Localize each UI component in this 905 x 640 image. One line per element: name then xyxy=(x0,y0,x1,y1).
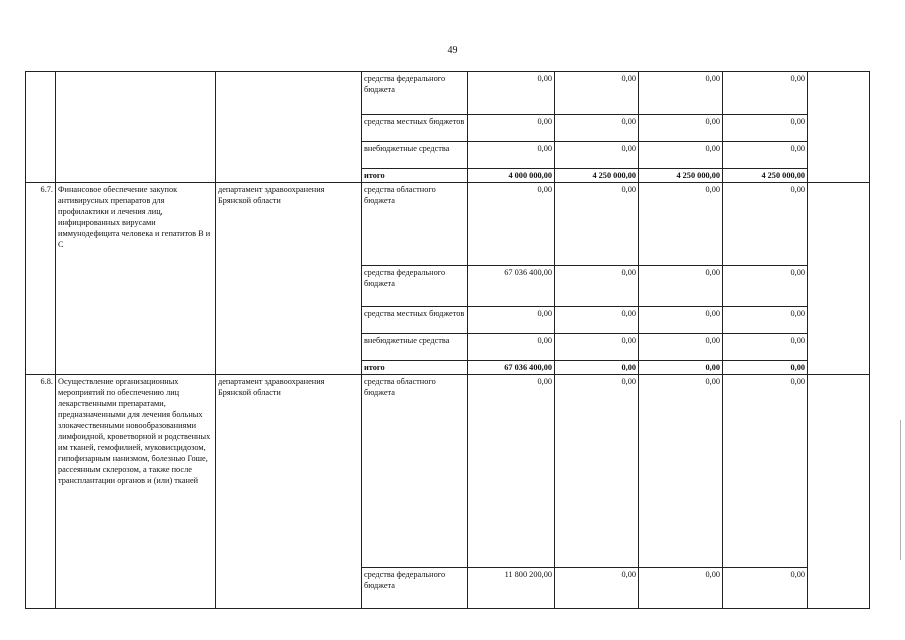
amount-cell: 0,00 xyxy=(723,183,808,266)
amount-cell: 0,00 xyxy=(639,72,723,115)
amount-cell: 0,00 xyxy=(723,568,808,609)
amount-cell: 0,00 xyxy=(468,375,555,568)
amount-cell: 0,00 xyxy=(723,115,808,142)
amount-cell: 0,00 xyxy=(723,334,808,361)
funding-source: внебюджетные средства xyxy=(362,334,468,361)
funding-source: средства местных бюджетов xyxy=(362,115,468,142)
measure-name-cell xyxy=(56,72,216,183)
measure-name: Финансовое обеспечение закупок антивирусных препаратов для профилактики и лечения лиц, инфицированных вирусами иммунодефицита человека и гепатитов В и С xyxy=(56,183,216,375)
total-label: итого xyxy=(362,169,468,183)
amount-cell: 0,00 xyxy=(468,72,555,115)
amount-cell: 0,00 xyxy=(468,307,555,334)
funding-source: средства федерального бюджета xyxy=(362,266,468,307)
total-label: итого xyxy=(362,361,468,375)
amount-cell: 0,00 xyxy=(639,142,723,169)
table-row xyxy=(26,72,870,115)
amount-cell: 0,00 xyxy=(723,266,808,307)
executor: департамент здравоохранения Брянской области xyxy=(216,183,362,375)
funding-source: средства федерального бюджета xyxy=(362,568,468,609)
measure-name: Осуществление организационных мероприятий по обеспечению лиц лекарственными препаратами, предназначенными для лечения больных злокачественными новообразованиями лимфоидной, кроветворной и родственных им тканей, гемофилией, муковисцидозом, гипофизарным нанизмом, болезнью Гоше, рассеянным склерозом, а также после трансплантации органов и (или) тканей xyxy=(56,375,216,609)
total-amount: 0,00 xyxy=(639,361,723,375)
extra-cell xyxy=(808,183,870,375)
amount-cell: 0,00 xyxy=(639,307,723,334)
extra-cell xyxy=(808,72,870,183)
number-cell xyxy=(26,72,56,183)
amount-cell: 0,00 xyxy=(555,142,639,169)
funding-source: средства областного бюджета xyxy=(362,183,468,266)
amount-cell: 0,00 xyxy=(723,307,808,334)
amount-cell: 0,00 xyxy=(555,568,639,609)
executor-cell xyxy=(216,72,362,183)
amount-cell: 0,00 xyxy=(639,266,723,307)
amount-cell: 0,00 xyxy=(555,183,639,266)
amount-cell: 0,00 xyxy=(555,307,639,334)
extra-cell xyxy=(808,375,870,609)
scan-edge-line xyxy=(900,420,901,560)
amount-cell: 0,00 xyxy=(555,375,639,568)
amount-cell: 0,00 xyxy=(639,375,723,568)
item-number: 6.8. xyxy=(26,375,56,609)
funding-source: средства местных бюджетов xyxy=(362,307,468,334)
table-row xyxy=(26,183,870,266)
amount-cell: 0,00 xyxy=(468,334,555,361)
amount-cell: 0,00 xyxy=(555,115,639,142)
amount-cell: 0,00 xyxy=(639,334,723,361)
amount-cell: 11 800 200,00 xyxy=(468,568,555,609)
amount-cell: 0,00 xyxy=(723,72,808,115)
amount-cell: 0,00 xyxy=(555,266,639,307)
total-amount: 4 250 000,00 xyxy=(555,169,639,183)
page-number: 49 xyxy=(447,45,458,56)
total-amount: 0,00 xyxy=(555,361,639,375)
amount-cell: 0,00 xyxy=(639,115,723,142)
amount-cell: 0,00 xyxy=(639,183,723,266)
table-row xyxy=(26,375,870,568)
total-amount: 67 036 400,00 xyxy=(468,361,555,375)
total-amount: 0,00 xyxy=(723,361,808,375)
amount-cell: 0,00 xyxy=(555,334,639,361)
total-amount: 4 250 000,00 xyxy=(639,169,723,183)
amount-cell: 0,00 xyxy=(723,375,808,568)
amount-cell: 0,00 xyxy=(468,183,555,266)
total-amount: 4 000 000,00 xyxy=(468,169,555,183)
amount-cell: 0,00 xyxy=(723,142,808,169)
total-amount: 4 250 000,00 xyxy=(723,169,808,183)
amount-cell: 67 036 400,00 xyxy=(468,266,555,307)
budget-table xyxy=(25,71,870,609)
item-number: 6.7. xyxy=(26,183,56,375)
funding-source: внебюджетные средства xyxy=(362,142,468,169)
executor: департамент здравоохранения Брянской области xyxy=(216,375,362,609)
amount-cell: 0,00 xyxy=(468,142,555,169)
amount-cell: 0,00 xyxy=(555,72,639,115)
amount-cell: 0,00 xyxy=(468,115,555,142)
funding-source: средства федерального бюджета xyxy=(362,72,468,115)
funding-source: средства областного бюджета xyxy=(362,375,468,568)
amount-cell: 0,00 xyxy=(639,568,723,609)
